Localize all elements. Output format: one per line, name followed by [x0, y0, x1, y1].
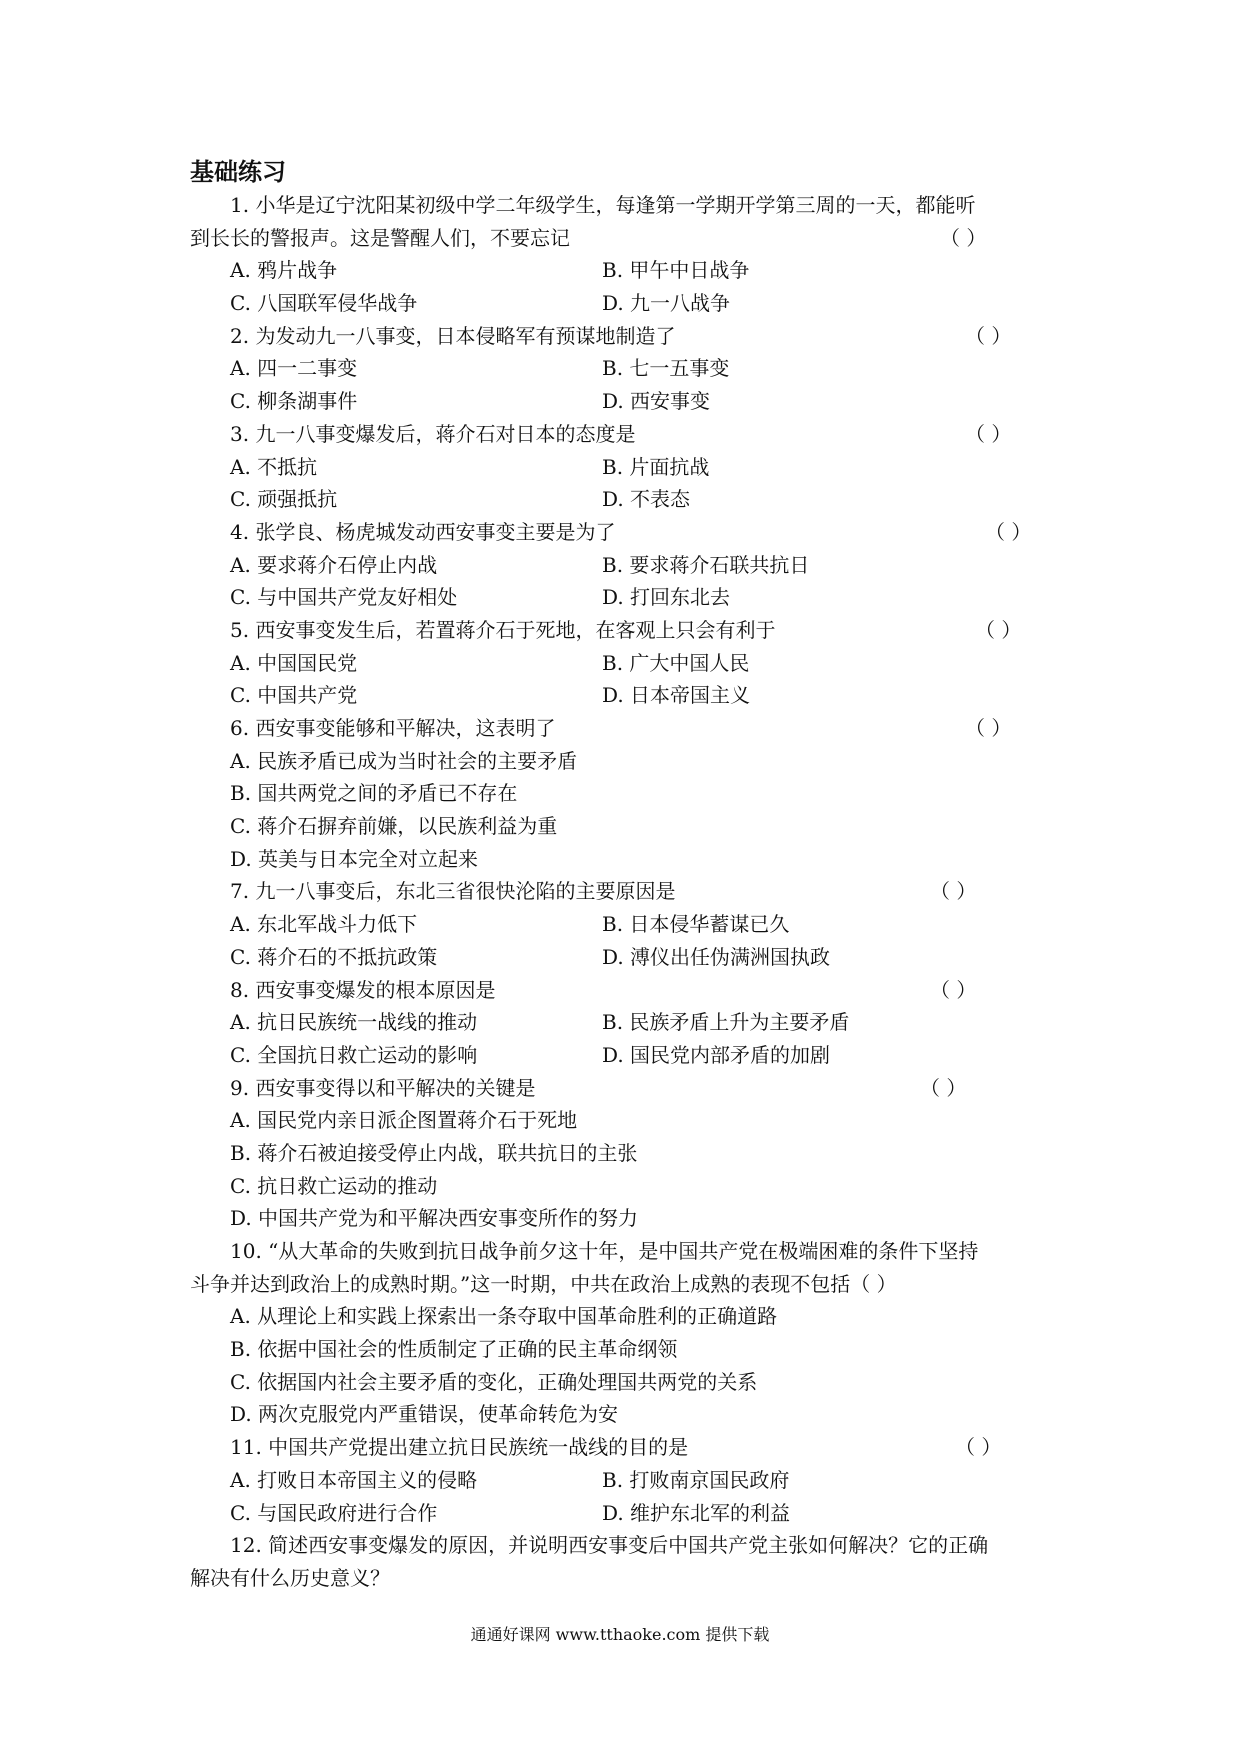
- question-11-options-row2: [190, 1497, 1060, 1530]
- option-a: A. 东北军战斗力低下: [230, 912, 418, 937]
- question-4-stem: 4. 张学良、杨虎城发动西安事变主要是为了: [230, 519, 616, 544]
- question-8-options-row1: [190, 1006, 1060, 1039]
- question-6-stem: 6. 西安事变能够和平解决，这表明了: [230, 716, 556, 740]
- option-b: B. 日本侵华蓄谋已久: [602, 912, 790, 937]
- option-a: A. 中国国民党: [230, 650, 358, 675]
- option-b: B. 依据中国社会的性质制定了正确的民主革命纲领: [230, 1337, 678, 1362]
- option-d: D. 不表态: [602, 487, 691, 512]
- answer-bracket: （ ）: [930, 977, 977, 1002]
- question-9-text: [190, 1072, 1060, 1105]
- answer-bracket: （ ）: [955, 1435, 1002, 1460]
- option-c: C. 蒋介石的不抵抗政策: [230, 944, 438, 969]
- option-b: B. 打败南京国民政府: [602, 1467, 790, 1492]
- question-4-options-row2: [190, 581, 1060, 614]
- question-7-options-row1: [190, 908, 1060, 941]
- option-d: D. 英美与日本完全对立起来: [230, 846, 479, 871]
- question-3-options-row1: [190, 451, 1060, 484]
- section-heading: 基础练习: [190, 158, 286, 186]
- question-12-text-line2: 解决有什么历史意义？: [190, 1565, 390, 1590]
- option-a: A. 从理论上和实践上探索出一条夺取中国革命胜利的正确道路: [230, 1304, 778, 1329]
- exercise-content: [190, 155, 1060, 1595]
- question-1-options-row2: [190, 287, 1060, 320]
- option-d: D. 日本帝国主义: [602, 683, 751, 708]
- question-4-text: [190, 516, 1060, 549]
- question-3-stem: 3. 九一八事变爆发后，蒋介石对日本的态度是: [230, 421, 636, 446]
- answer-bracket: （ ）: [965, 323, 1012, 348]
- question-3-options-row2: [190, 483, 1060, 516]
- option-a: A. 民族矛盾已成为当时社会的主要矛盾: [230, 748, 578, 773]
- option-a: A. 国民党内亲日派企图置蒋介石于死地: [230, 1108, 578, 1133]
- option-d: D. 维护东北军的利益: [602, 1500, 791, 1525]
- question-7-options-row2: [190, 941, 1060, 974]
- question-7-stem: 7. 九一八事变后，东北三省很快沦陷的主要原因是: [230, 879, 676, 904]
- question-5-stem: 5. 西安事变发生后，若置蒋介石于死地，在客观上只会有利于: [230, 617, 776, 642]
- option-d: D. 西安事变: [602, 389, 711, 414]
- question-8-text: [190, 974, 1060, 1007]
- option-b: B. 国共两党之间的矛盾已不存在: [230, 781, 518, 806]
- question-2-options-row2: [190, 385, 1060, 418]
- option-c: C. 抗日救亡运动的推动: [230, 1173, 438, 1198]
- option-a: A. 鸦片战争: [230, 258, 338, 283]
- option-a: A. 四一二事变: [230, 356, 358, 381]
- question-7-text: [190, 875, 1060, 908]
- option-c: C. 柳条湖事件: [230, 389, 358, 414]
- option-b: B. 甲午中日战争: [602, 258, 750, 283]
- question-11-text: [190, 1431, 1060, 1464]
- question-6-text: [190, 712, 1060, 745]
- page-footer: 通通好课网 www.tthaoke.com 提供下载: [470, 1625, 770, 1644]
- question-2-stem: 2. 为发动九一八事变，日本侵略军有预谋地制造了: [230, 323, 676, 348]
- question-9-stem: 9. 西安事变得以和平解决的关键是: [230, 1075, 536, 1100]
- question-1-text-cont: [190, 222, 1060, 255]
- option-b: B. 要求蒋介石联共抗日: [602, 552, 810, 577]
- option-d: D. 中国共产党为和平解决西安事变所作的努力: [230, 1206, 639, 1231]
- question-11-stem: 11. 中国共产党提出建立抗日民族统一战线的目的是: [230, 1435, 689, 1460]
- question-2-text: [190, 320, 1060, 353]
- option-b: B. 民族矛盾上升为主要矛盾: [602, 1010, 850, 1035]
- question-11-options-row1: [190, 1464, 1060, 1497]
- answer-bracket: （ ）: [975, 617, 1022, 642]
- option-b: B. 七一五事变: [602, 356, 730, 381]
- answer-bracket: （ ）: [920, 1075, 967, 1100]
- question-5-text: [190, 614, 1060, 647]
- question-4-options-row1: [190, 549, 1060, 582]
- option-c: C. 依据国内社会主要矛盾的变化，正确处理国共两党的关系: [230, 1369, 758, 1394]
- option-a: A. 不抵抗: [230, 454, 318, 479]
- option-d: D. 九一八战争: [602, 291, 731, 316]
- answer-bracket: （ ）: [985, 519, 1032, 544]
- question-1-text-line2: 到长长的警报声。这是警醒人们，不要忘记: [190, 225, 570, 250]
- option-d: D. 两次克服党内严重错误，使革命转危为安: [230, 1402, 619, 1427]
- answer-bracket: （ ）: [930, 879, 977, 904]
- question-1-text: 1. 小华是辽宁沈阳某初级中学二年级学生，每逢第一学期开学第三周的一天，都能听: [230, 193, 976, 217]
- option-d: D. 溥仪出任伪满洲国执政: [602, 944, 831, 969]
- question-3-text: [190, 418, 1060, 451]
- option-a: A. 抗日民族统一战线的推动: [230, 1010, 478, 1035]
- question-10-text-line2: 斗争并达到政治上的成熟时期。”这一时期，中共在政治上成熟的表现不包括（ ）: [190, 1271, 897, 1296]
- answer-bracket: （ ）: [965, 421, 1012, 446]
- question-8-options-row2: [190, 1039, 1060, 1072]
- option-a: A. 打败日本帝国主义的侵略: [230, 1467, 478, 1492]
- option-b: B. 广大中国人民: [602, 650, 750, 675]
- option-a: A. 要求蒋介石停止内战: [230, 552, 438, 577]
- option-c: C. 中国共产党: [230, 683, 358, 708]
- option-b: B. 蒋介石被迫接受停止内战，联共抗日的主张: [230, 1140, 638, 1165]
- option-d: D. 打回东北去: [602, 585, 731, 610]
- answer-bracket: （ ）: [940, 225, 987, 250]
- option-c: C. 顽强抵抗: [230, 487, 338, 512]
- option-c: C. 与国民政府进行合作: [230, 1500, 438, 1525]
- question-5-options-row1: [190, 647, 1060, 680]
- option-c: C. 全国抗日救亡运动的影响: [230, 1042, 478, 1067]
- question-8-stem: 8. 西安事变爆发的根本原因是: [230, 977, 496, 1002]
- answer-bracket: （ ）: [965, 716, 1012, 740]
- option-d: D. 国民党内部矛盾的加剧: [602, 1042, 831, 1067]
- option-c: C. 八国联军侵华战争: [230, 291, 418, 316]
- question-5-options-row2: [190, 679, 1060, 712]
- option-c: C. 蒋介石摒弃前嫌，以民族利益为重: [230, 814, 558, 839]
- question-1-options-row1: [190, 254, 1060, 287]
- option-c: C. 与中国共产党友好相处: [230, 585, 458, 610]
- question-12-text: 12. 简述西安事变爆发的原因，并说明西安事变后中国共产党主张如何解决？它的正确: [230, 1533, 989, 1558]
- option-b: B. 片面抗战: [602, 454, 710, 479]
- question-2-options-row1: [190, 352, 1060, 385]
- question-10-text: 10. “从大革命的失败到抗日战争前夕这十年，是中国共产党在极端困难的条件下坚持: [230, 1239, 979, 1263]
